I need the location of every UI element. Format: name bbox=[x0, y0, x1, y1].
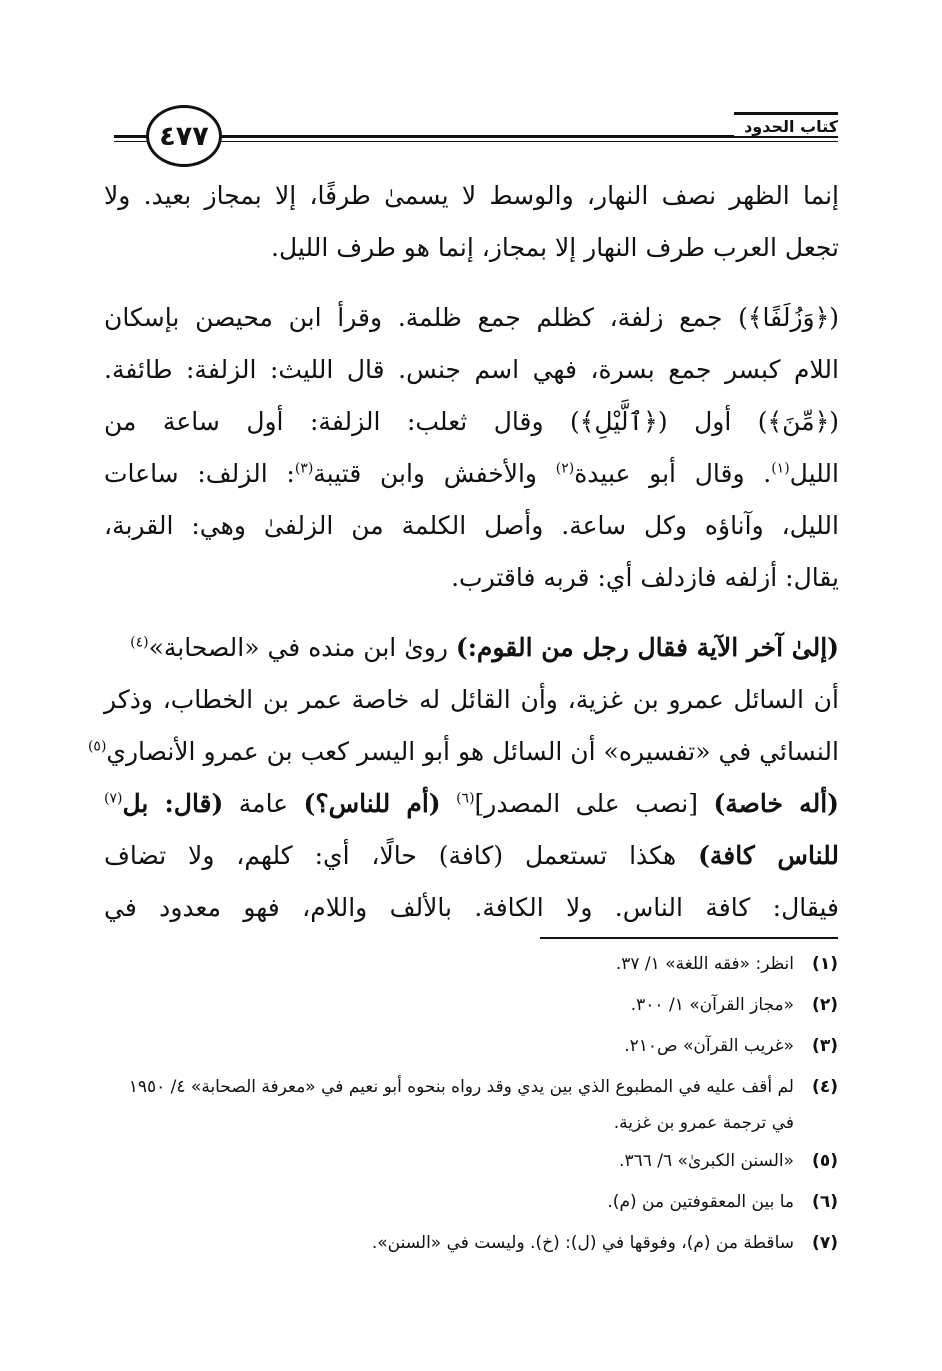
text-line: الليل$^{(١)}$. وقال أبو عبيدة$^{(٢)}$ والأخفش وابن قتيبة$^{(٣)}$: الزلف: ساعات bbox=[104, 459, 839, 488]
book-title: كتاب الحدود bbox=[744, 117, 838, 136]
footnote-ref: (٤) bbox=[130, 634, 149, 651]
footnote: (٣) «غريب القرآن» ص٢١٠. bbox=[624, 1036, 838, 1056]
footnote: (٢) «مجاز القرآن» ١/ ٣٠٠. bbox=[630, 995, 838, 1015]
footnote: (١) انظر: «فقه اللغة» ١/ ٣٧. bbox=[615, 954, 838, 974]
footnote: (٦) ما بين المعقوفتين من (م). bbox=[607, 1192, 838, 1212]
footnote-ref: (٧) bbox=[104, 790, 123, 807]
footnote-ref: (١) bbox=[771, 460, 790, 477]
footnotes bbox=[104, 944, 838, 1264]
text-line: فيقال: كافة الناس. ولا الكافة. بالألف واللام، فهو معدود في bbox=[104, 893, 839, 922]
text-line: تجعل العرب طرف النهار إلا بمجاز، إنما هو طرف الليل. bbox=[271, 233, 839, 262]
header-rule-thin bbox=[114, 141, 838, 142]
text-line: اللام كبسر جمع بسرة، فهي اسم جنس. قال الليث: الزلفة: طائفة. bbox=[104, 355, 839, 384]
page-header bbox=[100, 96, 838, 170]
footnote-ref: (٦) bbox=[456, 790, 475, 807]
footnote-separator bbox=[540, 937, 838, 939]
text-line: (﴿مِّنَ﴾) أول (﴿ٱلَّيْلِ﴾) وقال ثعلب: الزلفة: أول ساعة من bbox=[104, 407, 839, 436]
footnote-ref: (٣) bbox=[294, 460, 314, 477]
footnote: (٥) «السنن الكبرىٰ» ٦/ ٣٦٦. bbox=[619, 1151, 838, 1171]
header-rule bbox=[114, 135, 838, 138]
text-line: الليل، وآناؤه وكل ساعة. وأصل الكلمة من الزلفىٰ وهي: القربة، bbox=[104, 511, 839, 540]
text-line: للناس كافة) هكذا تستعمل (كافة) حالًا، أي: كلهم، ولا تضاف bbox=[104, 841, 840, 870]
footnote: (٧) ساقطة من (م)، وفوقها في (ل): (خ). وليست في «السنن». bbox=[371, 1233, 838, 1253]
running-title bbox=[734, 112, 838, 136]
text-line: (إلىٰ آخر الآية فقال رجل من القوم:) روىٰ ابن منده في «الصحابة»$^{(٤)}$ bbox=[130, 633, 839, 662]
text-line: أن السائل عمرو بن غزية، وأن القائل له خاصة عمر بن الخطاب، وذكر bbox=[104, 685, 839, 714]
text-line: يقال: أزلفه فازدلف أي: قربه فاقترب. bbox=[451, 563, 839, 592]
text-line: إنما الظهر نصف النهار، والوسط لا يسمىٰ طرفًا، إلا بمجاز بعيد. ولا bbox=[104, 181, 839, 210]
page-number: ٤٧٧ bbox=[146, 105, 222, 167]
text-line: النسائي في «تفسيره» أن السائل هو أبو اليسر كعب بن عمرو الأنصاري$^{(٥)}$ bbox=[87, 737, 839, 766]
footnote: (٤) لم أقف عليه في المطبوع الذي بين يدي وقد رواه بنحوه أبو نعيم في «معرفة الصحابة» ٤/ ١٩٥٠ في ترجمة عمرو بن غزية. bbox=[128, 1077, 838, 1133]
text-line: (أله خاصة) [نصب على المصدر]$^{(٦)}$ (أم للناس؟) عامة (قال: بل$^{(٧)}$ bbox=[104, 789, 839, 818]
text-line: (﴿وَزُلَفًا﴾) جمع زلفة، كظلم جمع ظلمة. وقرأ ابن محيصن بإسكان bbox=[104, 303, 839, 332]
main-text bbox=[87, 170, 840, 934]
footnote-ref: (٢) bbox=[555, 460, 575, 477]
footnote-ref: (٥) bbox=[87, 738, 107, 755]
